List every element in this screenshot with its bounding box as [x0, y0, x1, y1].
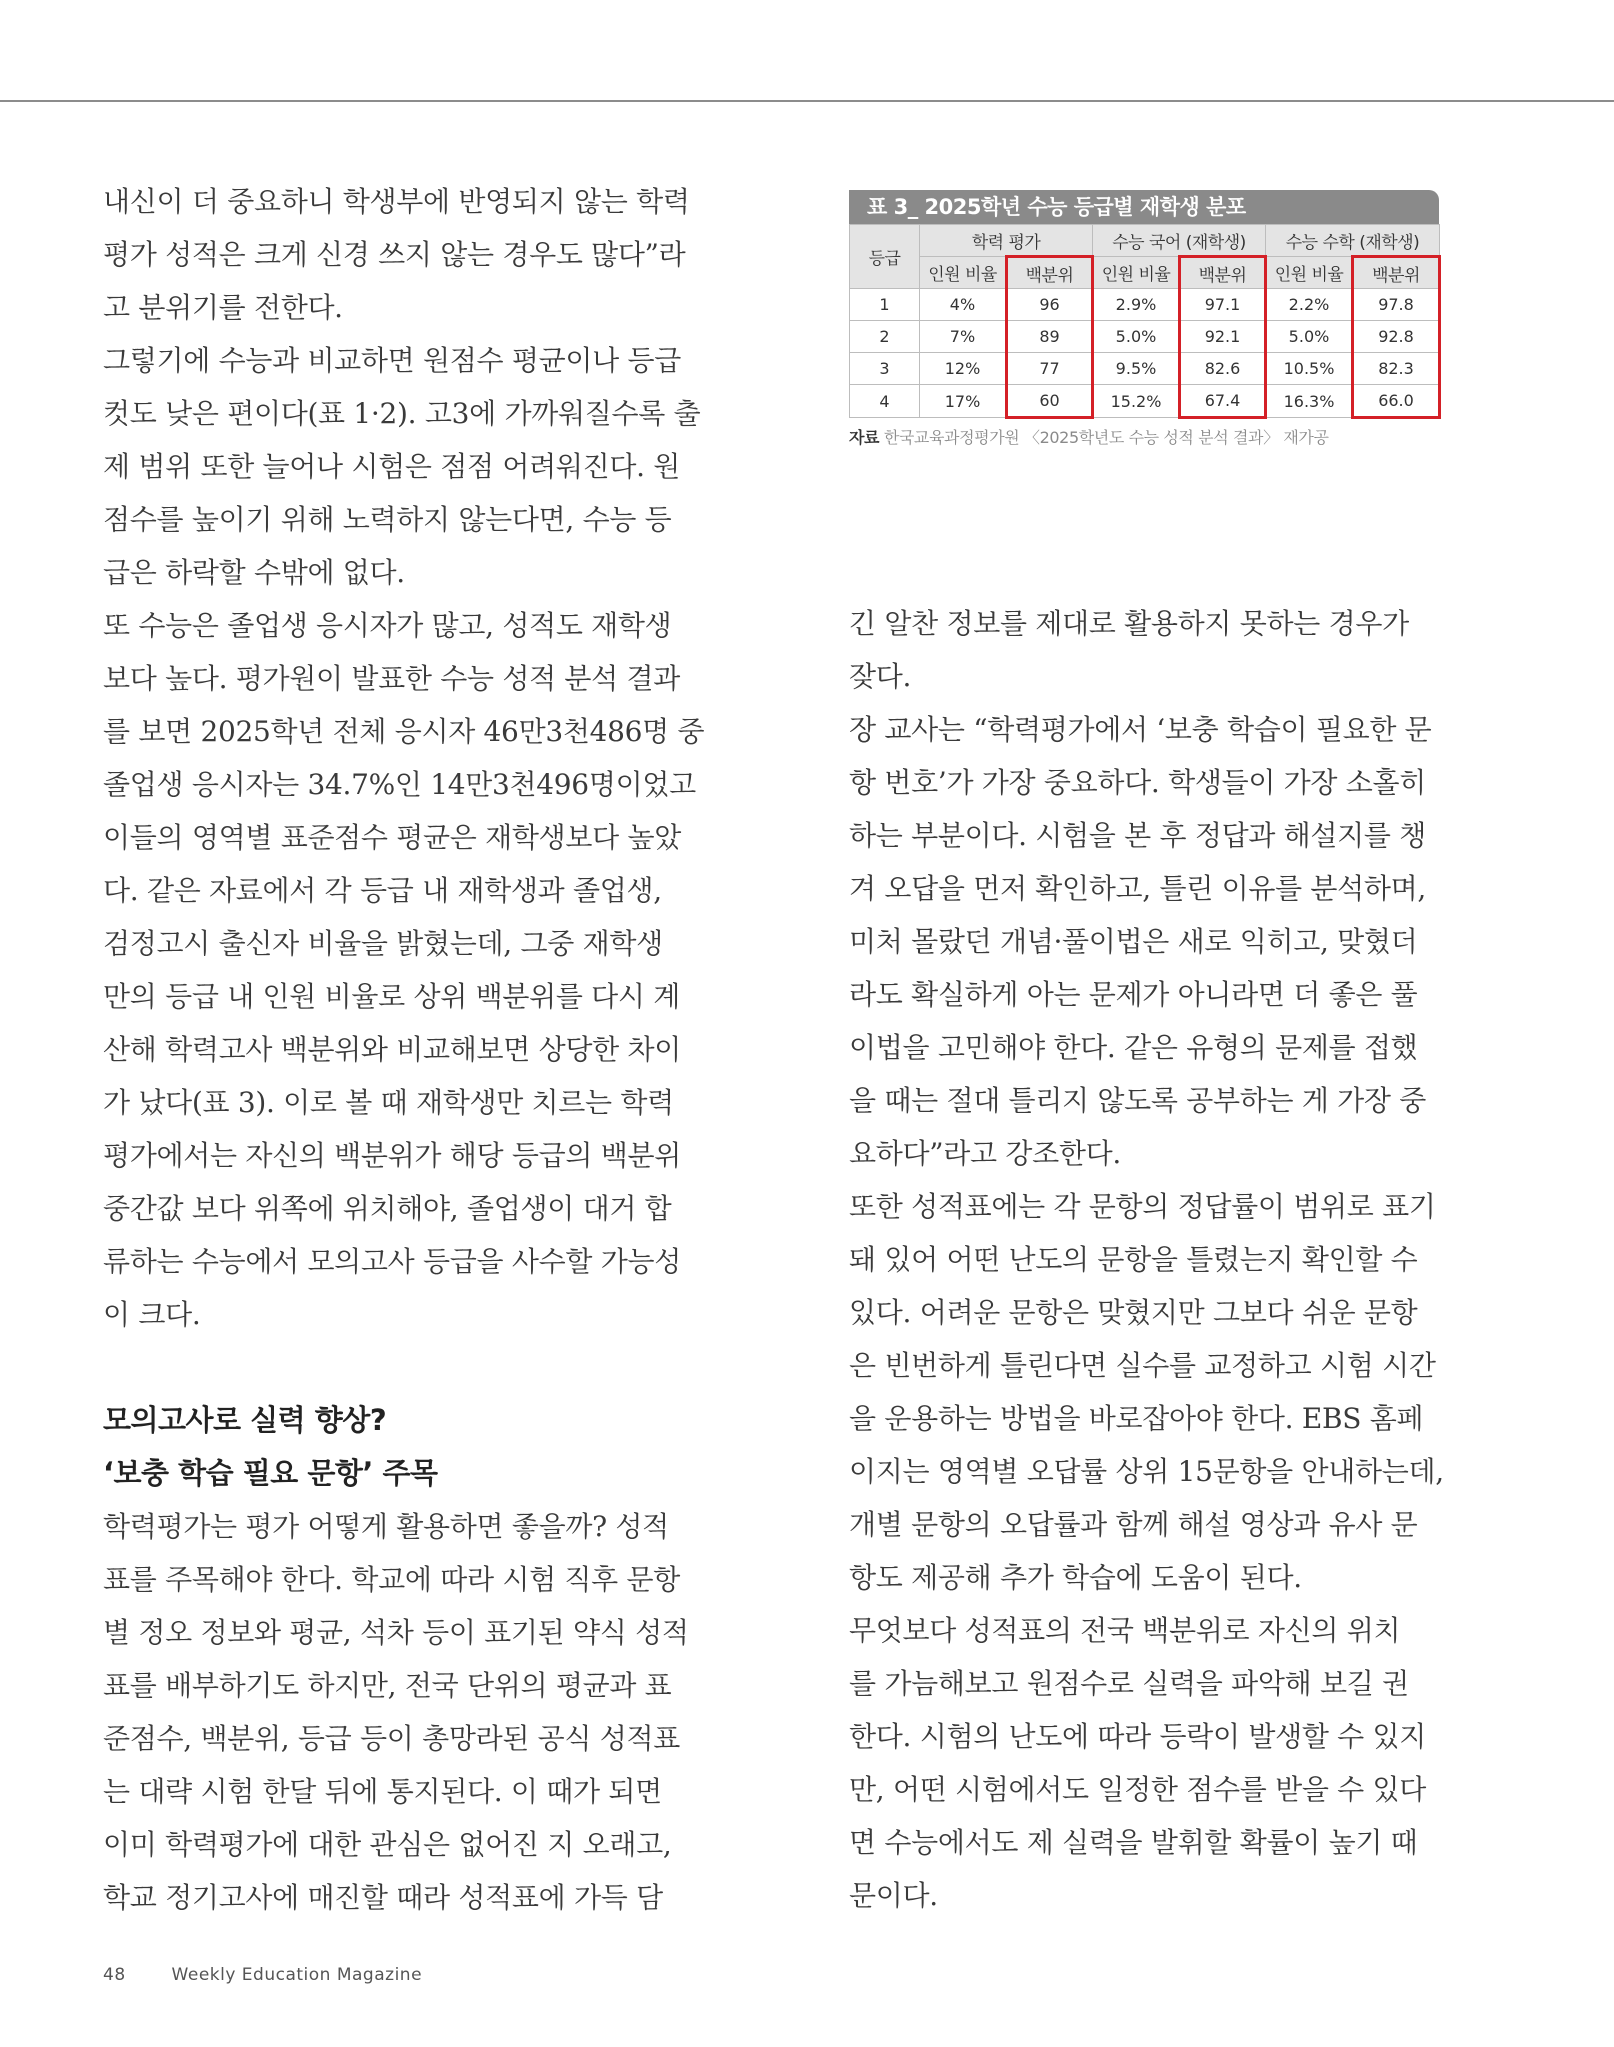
right-para-1 — [849, 597, 1439, 703]
text-line: 평가 성적은 크게 신경 쓰지 않는 경우도 많다”라 — [103, 238, 686, 271]
subheader-highlighted: 백분위 — [1007, 257, 1093, 289]
text-line: 그렇기에 수능과 비교하면 원점수 평균이나 등급 — [103, 344, 681, 377]
text-line: 를 가늠해보고 원점수로 실력을 파악해 보길 권 — [849, 1667, 1409, 1700]
text-line: 다. 같은 자료에서 각 등급 내 재학생과 졸업생, — [103, 874, 662, 907]
table-cell: 15.2% — [1093, 385, 1180, 418]
left-para-2 — [103, 334, 701, 599]
text-line: 는 대략 시험 한달 뒤에 통지된다. 이 때가 되면 — [103, 1775, 662, 1808]
table-cell-highlighted: 96 — [1007, 289, 1093, 321]
table-row — [850, 321, 1440, 353]
right-column — [849, 597, 1444, 1922]
grade-distribution-table-box — [849, 190, 1439, 448]
text-line: 이미 학력평가에 대한 관심은 없어진 지 오래고, — [103, 1828, 672, 1861]
table-header-row — [850, 225, 1440, 257]
text-line: 면 수능에서도 제 실력을 발휘할 확률이 높기 때 — [849, 1826, 1418, 1859]
table-cell-highlighted: 66.0 — [1353, 385, 1440, 418]
left-para-4 — [103, 1500, 693, 1924]
table-cell: 7% — [920, 321, 1007, 353]
table-cell: 12% — [920, 353, 1007, 385]
table-cell: 10.5% — [1266, 353, 1353, 385]
text-line: 겨 오답을 먼저 확인하고, 틀린 이유를 분석하며, — [849, 872, 1427, 905]
table-cell-highlighted: 92.1 — [1180, 321, 1266, 353]
table-row — [850, 353, 1440, 385]
section-spacer — [103, 1341, 693, 1394]
table-cell: 4% — [920, 289, 1007, 321]
text-line: 또한 성적표에는 각 문항의 정답률이 범위로 표기 — [849, 1190, 1436, 1223]
text-line: 급은 하락할 수밖에 없다. — [103, 556, 405, 589]
text-line: 있다. 어려운 문항은 맞혔지만 그보다 쉬운 문항 — [849, 1296, 1418, 1329]
text-line: 졸업생 응시자는 34.7%인 14만3천496명이었고 — [103, 768, 696, 801]
text-line: 돼 있어 어떤 난도의 문항을 틀렸는지 확인할 수 — [849, 1243, 1418, 1276]
table-cell-highlighted: 82.3 — [1353, 353, 1440, 385]
subheader-highlighted: 백분위 — [1353, 257, 1440, 289]
table-cell: 9.5% — [1093, 353, 1180, 385]
right-para-4 — [849, 1604, 1439, 1922]
table-cell: 3 — [850, 353, 920, 385]
text-line: 요하다”라고 강조한다. — [849, 1137, 1121, 1170]
text-line: 평가에서는 자신의 백분위가 해당 등급의 백분위 — [103, 1139, 681, 1172]
text-line: 미처 몰랐던 개념·풀이법은 새로 익히고, 맞혔더 — [849, 925, 1418, 958]
text-line: 잦다. — [849, 660, 912, 693]
text-line: 만, 어떤 시험에서도 일정한 점수를 받을 수 있다 — [849, 1773, 1427, 1806]
table-cell-highlighted: 97.8 — [1353, 289, 1440, 321]
text-line: 장 교사는 “학력평가에서 ‘보충 학습이 필요한 문 — [849, 713, 1432, 746]
text-line: 항 번호’가 가장 중요하다. 학생들이 가장 소홀히 — [849, 766, 1427, 799]
text-line: 제 범위 또한 늘어나 시험은 점점 어려워진다. 원 — [103, 450, 681, 483]
text-line: 한다. 시험의 난도에 따라 등락이 발생할 수 있지 — [849, 1720, 1427, 1753]
table-cell-highlighted: 97.1 — [1180, 289, 1266, 321]
text-line: 가 났다(표 3). 이로 볼 때 재학생만 치르는 학력 — [103, 1086, 674, 1119]
text-line: 만의 등급 내 인원 비율로 상위 백분위를 다시 계 — [103, 980, 681, 1013]
page-number: 48 — [103, 1965, 126, 1985]
page-footer — [103, 1965, 422, 1985]
table-cell: 5.0% — [1093, 321, 1180, 353]
table-cell: 2.9% — [1093, 289, 1180, 321]
subheader: 인원 비율 — [1093, 257, 1180, 289]
text-line: 표를 배부하기도 하지만, 전국 단위의 평균과 표 — [103, 1669, 672, 1702]
table-cell-highlighted: 89 — [1007, 321, 1093, 353]
text-line: 개별 문항의 오답률과 함께 해설 영상과 유사 문 — [849, 1508, 1418, 1541]
text-line: 긴 알찬 정보를 제대로 활용하지 못하는 경우가 — [849, 607, 1409, 640]
table-cell: 5.0% — [1266, 321, 1353, 353]
left-column — [103, 175, 705, 1924]
text-line: 은 빈번하게 틀린다면 실수를 교정하고 시험 시간 — [849, 1349, 1436, 1382]
text-line: 이지는 영역별 오답률 상위 15문항을 안내하는데, — [849, 1455, 1444, 1488]
text-line: 학력평가는 평가 어떻게 활용하면 좋을까? 성적 — [103, 1510, 669, 1543]
text-line: 을 운용하는 방법을 바로잡아야 한다. EBS 홈페 — [849, 1402, 1424, 1435]
text-line: 중간값 보다 위쪽에 위치해야, 졸업생이 대거 합 — [103, 1192, 672, 1225]
right-para-3 — [849, 1180, 1444, 1604]
text-line: 하는 부분이다. 시험을 본 후 정답과 해설지를 챙 — [849, 819, 1427, 852]
right-para-2 — [849, 703, 1439, 1180]
left-para-1 — [103, 175, 693, 334]
table-cell-highlighted: 77 — [1007, 353, 1093, 385]
table-cell-highlighted: 92.8 — [1353, 321, 1440, 353]
text-line: 류하는 수능에서 모의고사 등급을 사수할 가능성 — [103, 1245, 681, 1278]
text-line: 또 수능은 졸업생 응시자가 많고, 성적도 재학생 — [103, 609, 672, 642]
text-line: 학교 정기고사에 매진할 때라 성적표에 가득 담 — [103, 1881, 663, 1914]
heading-line: ‘보충 학습 필요 문항’ 주목 — [103, 1456, 438, 1490]
table-subheader-row — [850, 257, 1440, 289]
table-cell-highlighted: 60 — [1007, 385, 1093, 418]
subheader-highlighted: 백분위 — [1180, 257, 1266, 289]
table-cell-highlighted: 82.6 — [1180, 353, 1266, 385]
table-row — [850, 385, 1440, 418]
heading-line: 모의고사로 실력 향상? — [103, 1403, 387, 1437]
top-rule — [0, 100, 1614, 102]
text-line: 를 보면 2025학년 전체 응시자 46만3천486명 중 — [103, 715, 705, 748]
table-cell: 17% — [920, 385, 1007, 418]
table-title: 표 3_ 2025학년 수능 등급별 재학생 분포 — [849, 190, 1439, 224]
text-line: 을 때는 절대 틀리지 않도록 공부하는 게 가장 중 — [849, 1084, 1427, 1117]
source-text: 한국교육과정평가원 〈2025학년도 수능 성적 분석 결과〉 재가공 — [883, 428, 1329, 447]
text-line: 검정고시 출신자 비율을 밝혔는데, 그중 재학생 — [103, 927, 663, 960]
text-line: 무엇보다 성적표의 전국 백분위로 자신의 위치 — [849, 1614, 1401, 1647]
grade-distribution-table — [849, 224, 1441, 419]
source-label: 자료 — [849, 428, 880, 447]
section-heading — [103, 1394, 693, 1500]
text-line: 표를 주목해야 한다. 학교에 따라 시험 직후 문항 — [103, 1563, 681, 1596]
text-line: 준점수, 백분위, 등급 등이 총망라된 공식 성적표 — [103, 1722, 681, 1755]
text-line: 이법을 고민해야 한다. 같은 유형의 문제를 접했 — [849, 1031, 1418, 1064]
table-cell-highlighted: 67.4 — [1180, 385, 1266, 418]
text-line: 보다 높다. 평가원이 발표한 수능 성적 분석 결과 — [103, 662, 681, 695]
subheader: 인원 비율 — [920, 257, 1007, 289]
text-line: 컷도 낮은 편이다(표 1·2). 고3에 가까워질수록 출 — [103, 397, 701, 430]
table-cell: 16.3% — [1266, 385, 1353, 418]
text-line: 산해 학력고사 백분위와 비교해보면 상당한 차이 — [103, 1033, 681, 1066]
text-line: 내신이 더 중요하니 학생부에 반영되지 않는 학력 — [103, 185, 690, 218]
header-group: 수능 국어 (재학생) — [1093, 225, 1266, 257]
table-cell: 2 — [850, 321, 920, 353]
text-line: 라도 확실하게 아는 문제가 아니라면 더 좋은 풀 — [849, 978, 1418, 1011]
text-line: 이 크다. — [103, 1298, 201, 1331]
header-group: 수능 수학 (재학생) — [1266, 225, 1440, 257]
table-cell: 4 — [850, 385, 920, 418]
table-source — [849, 425, 1439, 448]
text-line: 항도 제공해 추가 학습에 도움이 된다. — [849, 1561, 1302, 1594]
table-row — [850, 289, 1440, 321]
subheader: 인원 비율 — [1266, 257, 1353, 289]
header-group: 학력 평가 — [920, 225, 1093, 257]
left-para-3 — [103, 599, 705, 1341]
magazine-name: Weekly Education Magazine — [171, 1965, 423, 1985]
text-line: 별 정오 정보와 평균, 석차 등이 표기된 약식 성적 — [103, 1616, 689, 1649]
table-cell: 1 — [850, 289, 920, 321]
table-cell: 2.2% — [1266, 289, 1353, 321]
text-line: 이들의 영역별 표준점수 평균은 재학생보다 높았 — [103, 821, 681, 854]
text-line: 고 분위기를 전한다. — [103, 291, 343, 324]
header-grade: 등급 — [850, 225, 920, 289]
text-line: 점수를 높이기 위해 노력하지 않는다면, 수능 등 — [103, 503, 672, 536]
text-line: 문이다. — [849, 1879, 938, 1912]
